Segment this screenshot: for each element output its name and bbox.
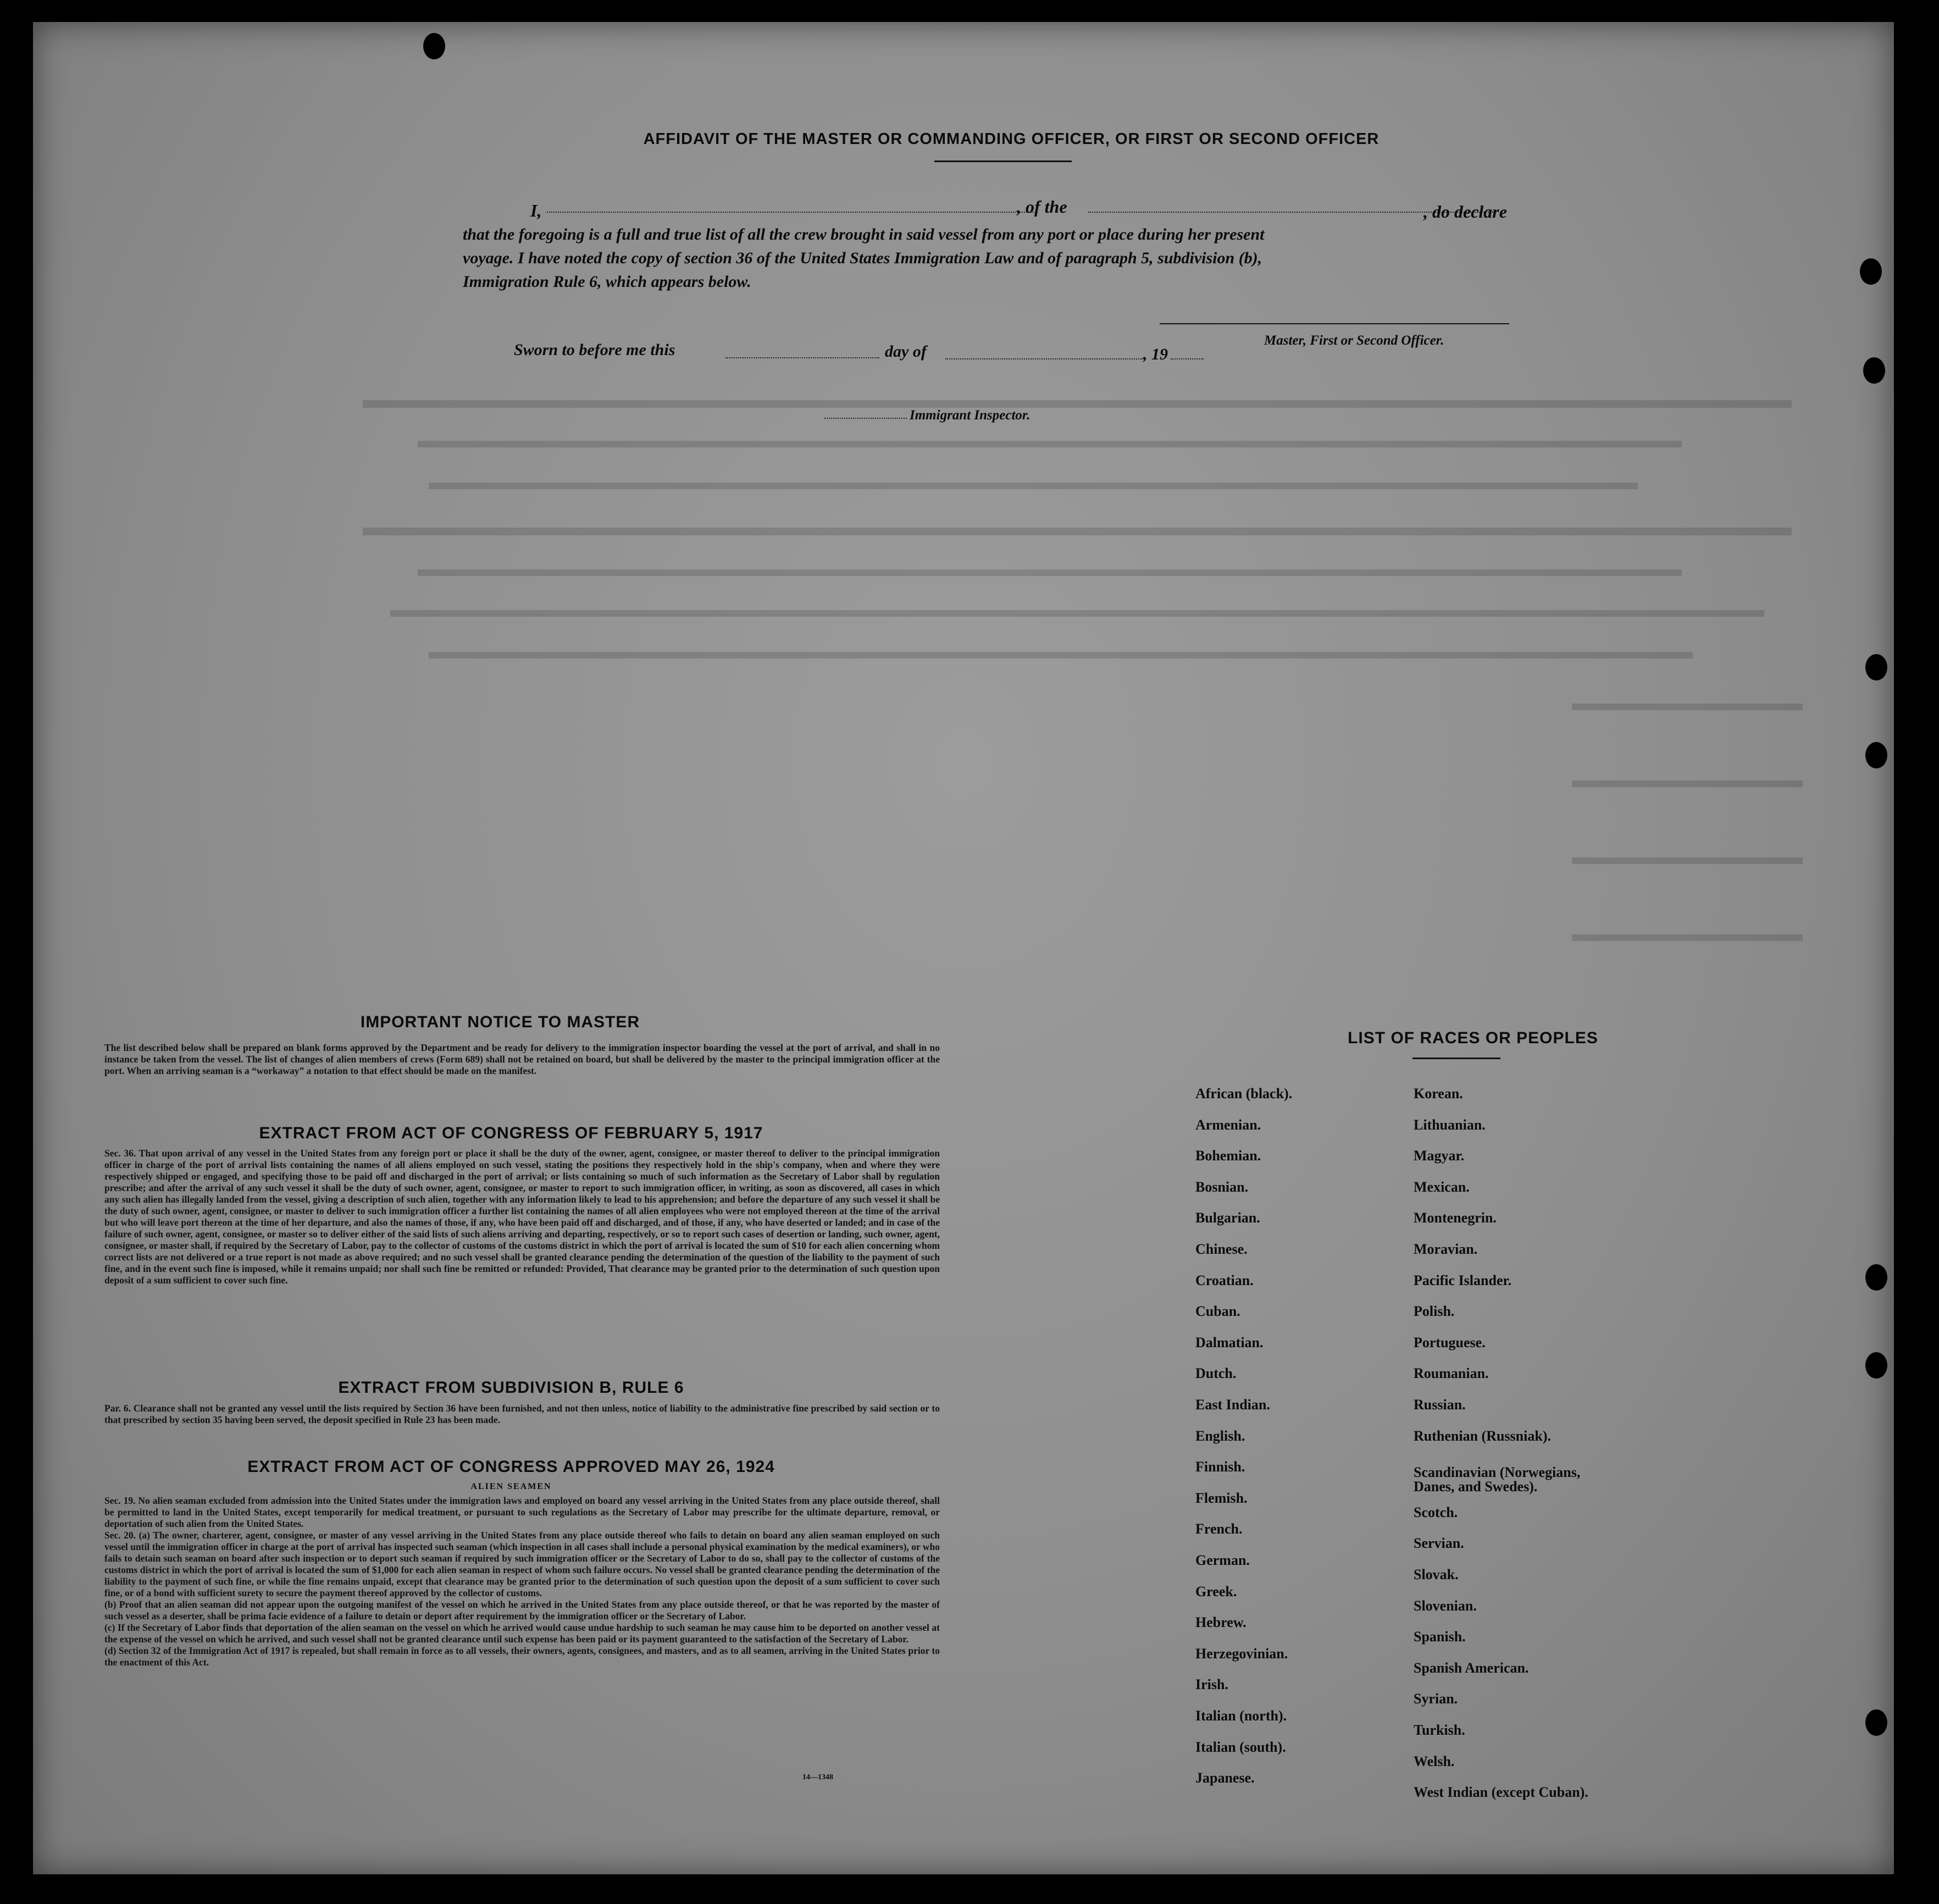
- signature-label: Master, First or Second Officer.: [1264, 333, 1444, 348]
- race-item: Korean.: [1414, 1086, 1463, 1102]
- punch-hole: [1860, 258, 1882, 285]
- race-item: Spanish.: [1414, 1629, 1466, 1645]
- sworn-label: Sworn to before me this: [514, 341, 675, 359]
- race-item: Herzegovinian.: [1195, 1645, 1288, 1662]
- race-item: Mexican.: [1414, 1178, 1470, 1195]
- race-item: English.: [1195, 1427, 1245, 1444]
- race-item: Italian (north).: [1195, 1708, 1287, 1724]
- race-item: Dalmatian.: [1195, 1334, 1264, 1350]
- race-item: Russian.: [1414, 1397, 1466, 1413]
- section-19: Sec. 19. No alien seaman excluded from admission into the United States under the immigration laws and employed on board any vessel arriving in the United States from any place outside thereof, shall be permitted to land in the United States, except temporarily for medical treatment, or pursuant to such regulations as the Secretary of Labor may prescribe for the ultimate departure, removal, or deportation of such alien from the United States.: [104, 1495, 940, 1529]
- declarant-name-field[interactable]: [547, 212, 1036, 213]
- extract-1924-body: [104, 1495, 940, 1668]
- race-item: Japanese.: [1195, 1770, 1255, 1786]
- punch-hole: [1865, 1352, 1887, 1379]
- punch-hole: [1865, 1264, 1887, 1291]
- race-item: Finnish.: [1195, 1459, 1245, 1475]
- title-underline: [934, 160, 1072, 162]
- punch-hole: [423, 33, 445, 59]
- race-item: Flemish.: [1195, 1490, 1248, 1506]
- declarant-label: I,: [530, 201, 542, 220]
- race-item: Italian (south).: [1195, 1739, 1286, 1755]
- day-of-label: day of: [885, 342, 927, 361]
- inspector-signature-field[interactable]: [824, 418, 907, 419]
- extract-1917-body: Sec. 36. That upon arrival of any vessel in the United States from any foreign port or place it shall be the duty of the owner, agent, consignee, or master thereof to deliver to the principal immigration officer in charge of the port of arrival lists containing the names of all aliens employed on such vessel, stating the positions they respectively hold in the ship's company, when and where they were respectively shipped or engaged, and specifying those to be paid off and discharged in the port of arrival; or lists containing so much of such information as the Secretary of Labor shall by regulation prescribe; and after the arrival of any such vessel it shall be the duty of such owner, agent, consignee, or master to report to such immigration officer, in writing, as soon as discovered, all cases in which any such alien has illegally landed from the vessel, giving a description of such alien, together with any information likely to lead to his apprehension; and before the departure of any such vessel it shall be the duty of such owner, agent, consignee, or master to deliver to such immigration officer a further list containing the names of all alien employees who were not employed thereon at the time of the arrival but who will leave port thereon at the time of her departure, and also the names of those, if any, who have been paid off and discharged, and of those, if any, who have deserted or landed; and in case of the failure of such owner, agent, consignee, or master so to deliver either of the said lists of such aliens arriving and departing, respectively, or so to report such cases of desertion or landing, such owner, agent, consignee, or master shall, if required by the Secretary of Labor, pay to the collector of customs of the customs district in which the port of arrival is located the sum of $10 for each alien concerning whom correct lists are not delivered or a true report is not made as above required; and no such vessel shall be granted clearance pending the determination of the question of the liability to the payment of such fine, and in the event such fine is imposed, while it remains unpaid; nor shall such fine be remitted or refunded: Provided, That clearance may be granted prior to the determination of such question upon deposit of a sum sufficient to cover such fine.: [104, 1148, 940, 1286]
- rule-6-body: Par. 6. Clearance shall not be granted any vessel until the lists required by Section 36 have been furnished, and not then unless, notice of liability to the administrative fine prescribed by said section or to that prescribed by section 35 having been served, the deposit specified in Rule 23 has been made.: [104, 1403, 940, 1425]
- race-item: Irish.: [1195, 1676, 1228, 1693]
- race-item: French.: [1195, 1521, 1243, 1537]
- race-item: Greek.: [1195, 1583, 1237, 1599]
- race-item: Scotch.: [1414, 1504, 1458, 1520]
- race-item: East Indian.: [1195, 1397, 1270, 1413]
- race-item: Bulgarian.: [1195, 1210, 1260, 1226]
- section-20a: Sec. 20. (a) The owner, charterer, agent, consignee, or master of any vessel arriving in the United States from any place outside thereof who fails to detain on board any alien seaman employed on such vessel until the immigration officer in charge at the port of arrival has inspected such seaman (which inspection in all cases shall include a personal physical examination by the medical examiners), or who fails to detain such seaman on board after such inspection or to deport such seaman if required by such immigration officer or the Secretary of Labor to do so, shall pay to the collector of customs of the customs district in which the port of arrival is located the sum of $1,000 for each alien seaman in respect of whom such failure occurs. No vessel shall be granted clearance pending the determination of the liability to the payment of such fine, or while the fine remains unpaid, except that clearance may be granted prior to the determination of such question upon the deposit of a sum sufficient to cover such fine, or of a bond with sufficient surety to secure the payment thereof approved by the collector of customs.: [104, 1530, 940, 1598]
- race-item: Pacific Islander.: [1414, 1272, 1512, 1288]
- race-item: Ruthenian (Russniak).: [1414, 1427, 1551, 1444]
- rule-6-title: EXTRACT FROM SUBDIVISION B, RULE 6: [338, 1379, 684, 1397]
- affidavit-body-line-3: Immigration Rule 6, which appears below.: [463, 273, 751, 291]
- race-item: Magyar.: [1414, 1148, 1465, 1164]
- races-title-underline: [1412, 1058, 1500, 1059]
- punch-hole: [1865, 654, 1887, 680]
- punch-hole: [1863, 357, 1885, 384]
- race-item: Hebrew.: [1195, 1614, 1246, 1631]
- sworn-day-field[interactable]: [725, 357, 879, 358]
- race-item: Syrian.: [1414, 1691, 1458, 1707]
- notice-title: IMPORTANT NOTICE TO MASTER: [360, 1013, 640, 1031]
- of-the-label: , of the: [1017, 197, 1067, 217]
- form-number: 14—1348: [802, 1773, 833, 1781]
- extract-1924-title: EXTRACT FROM ACT OF CONGRESS APPROVED MAY 26, 1924: [247, 1458, 775, 1476]
- signature-line[interactable]: [1160, 323, 1509, 324]
- race-item: Turkish.: [1414, 1722, 1465, 1738]
- affidavit-title: AFFIDAVIT OF THE MASTER OR COMMANDING OFFICER, OR FIRST OR SECOND OFFICER: [643, 130, 1380, 148]
- race-item: Servian.: [1414, 1535, 1464, 1552]
- race-item: Slovenian.: [1414, 1597, 1477, 1614]
- race-item: Welsh.: [1414, 1753, 1455, 1769]
- race-item: Chinese.: [1195, 1241, 1248, 1257]
- affidavit-body-line-1: that the foregoing is a full and true list of all the crew brought in said vessel from any port or place during her present: [463, 225, 1265, 243]
- race-item: West Indian (except Cuban).: [1414, 1784, 1588, 1801]
- race-item: Slovak.: [1414, 1567, 1459, 1582]
- race-item: African (black).: [1195, 1086, 1293, 1102]
- punch-hole: [1865, 742, 1887, 768]
- alien-seamen-subtitle: ALIEN SEAMEN: [470, 1482, 552, 1491]
- extract-1917-title: EXTRACT FROM ACT OF CONGRESS OF FEBRUARY 5, 1917: [259, 1124, 763, 1142]
- race-item: Moravian.: [1414, 1241, 1478, 1257]
- year-label: , 19: [1143, 345, 1168, 363]
- race-item: Bohemian.: [1195, 1148, 1261, 1164]
- races-title: LIST OF RACES OR PEOPLES: [1348, 1029, 1598, 1047]
- race-item: Montenegrin.: [1414, 1210, 1497, 1226]
- do-declare-label: , do declare: [1423, 202, 1507, 222]
- race-item: Lithuanian.: [1414, 1116, 1486, 1133]
- sworn-year-field[interactable]: [1171, 358, 1204, 359]
- race-item: Polish.: [1414, 1303, 1455, 1320]
- race-item: Armenian.: [1195, 1116, 1261, 1133]
- race-item: Scandinavian (Norwegians, Danes, and Swedes).: [1414, 1464, 1581, 1495]
- race-item: Cuban.: [1195, 1303, 1240, 1320]
- race-item: Croatian.: [1195, 1272, 1254, 1288]
- race-item: Roumanian.: [1414, 1365, 1489, 1382]
- section-20d: (d) Section 32 of the Immigration Act of 1917 is repealed, but shall remain in force as to all vessels, their owners, agents, consignees, and masters, and as to all seamen, arriving in the United States prior to the enactment of this Act.: [104, 1645, 940, 1668]
- inspector-label: Immigrant Inspector.: [910, 408, 1031, 423]
- sworn-month-field[interactable]: [945, 358, 1143, 359]
- race-item: Dutch.: [1195, 1365, 1237, 1382]
- punch-hole: [1865, 1709, 1887, 1736]
- affidavit-body-line-2: voyage. I have noted the copy of section 36 of the United States Immigration Law and of paragraph 5, subdivision (b),: [463, 249, 1262, 267]
- notice-body: The list described below shall be prepared on blank forms approved by the Department and be ready for delivery to the immigration inspector boarding the vessel at the port of arrival, and shall in no instance be taken from the vessel. The list of changes of alien members of crews (Form 689) shall not be retained on board, but shall be delivered by the master to the principal immigration officer at the port. When an arriving seaman is a “workaway” a notation to that effect should be made on the manifest.: [104, 1042, 940, 1076]
- section-20b: (b) Proof that an alien seaman did not appear upon the outgoing manifest of the vessel on which he arrived in the United States from any place outside thereof, or that he was reported by the master of such vessel as a deserter, shall be prima facie evidence of a failure to detain or deport after requirement by the immigration officer or the Secretary of Labor.: [104, 1599, 940, 1621]
- race-item: German.: [1195, 1552, 1250, 1568]
- section-20c: (c) If the Secretary of Labor finds that deportation of the alien seaman on the vessel on which he arrived would cause undue hardship to such seaman he may cause him to be deported on another vessel at the expense of the vessel on which he arrived, and such vessel shall not be granted clearance until such expense has been paid or its payment guaranteed to the satisfaction of the Secretary of Labor.: [104, 1622, 940, 1645]
- race-item: Portuguese.: [1414, 1334, 1486, 1350]
- race-item: Spanish American.: [1414, 1659, 1529, 1676]
- race-item: Bosnian.: [1195, 1178, 1249, 1195]
- document-page: [33, 22, 1894, 1874]
